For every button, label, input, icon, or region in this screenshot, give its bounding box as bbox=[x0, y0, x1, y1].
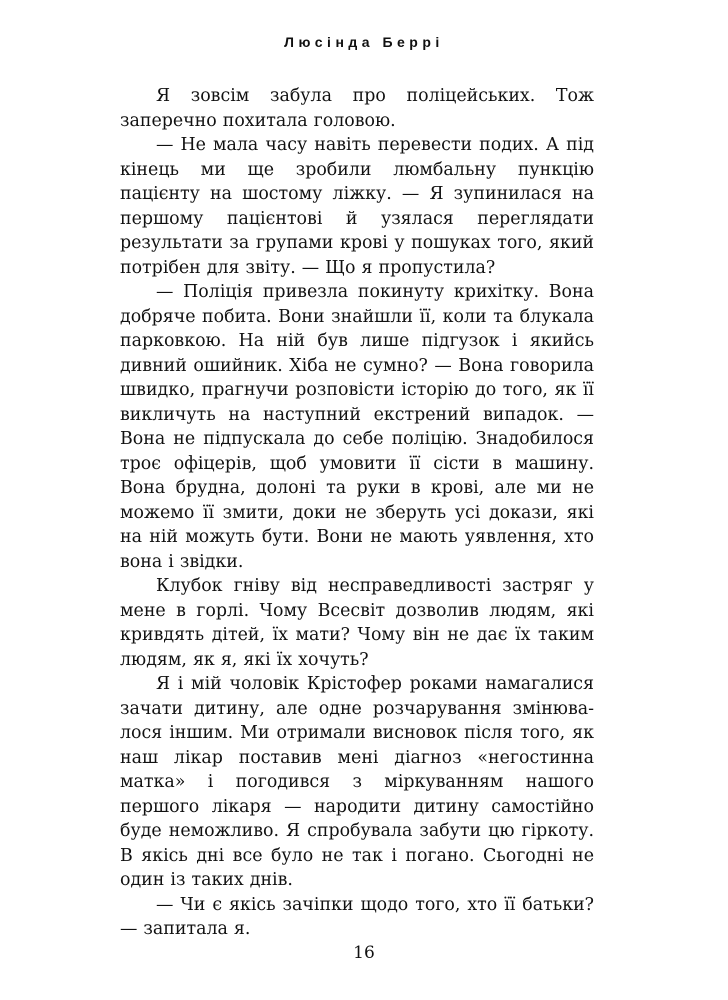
paragraph: Клубок гніву від несправедливості застряг у мене в горлі. Чому Всесвіт дозволив людям, які кривдять дітей, їх мати? Чому він не дає їх таким людям, як я, які їх хочуть? bbox=[120, 576, 594, 670]
paragraph: — Поліція привезла покинуту крихітку. Вона добряче побита. Вони знайшли її, коли та блукала парковкою. На ній був лише підгузок і якийсь дивний ошийник. Хіба не сумно? — Вона говорила швидко, прагнучи розповісти історію до того, як її викличуть на наступний екстрений випадок. — Вона не підпускала до себе поліцію. Знадобилося троє офіцерів, щоб умовити її сісти в машину. Вона брудна, долоні та руки в крові, але ми не можемо її змити, доки не зберуть усі докази, які на ній можуть бути. Вони не мають уявлення, хто вона і звідки. bbox=[120, 282, 594, 572]
running-head-author: Люсінда Беррі bbox=[284, 34, 444, 50]
paragraph: Я і мій чоловік Крістофер роками намагалися зачати дитину, але одне розчарування змінювалося іншим. Ми отримали висновок після того, як наш лікар поставив мені діагноз «негостинна матка» і погодився з міркуванням нашого першого лікаря — народити дитину самостійно буде неможливо. Я спробувала забути цю гіркоту. В якісь дні все було не так і погано. Сьогодні не один із таких днів. bbox=[120, 674, 594, 890]
paragraph: — Чи є якісь зачіпки щодо того, хто її батьки? — запитала я. bbox=[120, 894, 594, 939]
page-number: 16 bbox=[353, 943, 375, 963]
body-text bbox=[120, 84, 594, 942]
paragraph: Я зовсім забула про поліцейських. Тож заперечно похитала головою. bbox=[120, 86, 594, 131]
paragraph: — Не мала часу навіть перевести подих. А під кінець ми ще зробили люмбальну пункцію пацієнту на шостому ліжку. — Я зупинилася на першому пацієнтові й узялася переглядати результати за групами крові у пошуках того, який потрібен для звіту. — Що я пропустила? bbox=[120, 135, 594, 278]
